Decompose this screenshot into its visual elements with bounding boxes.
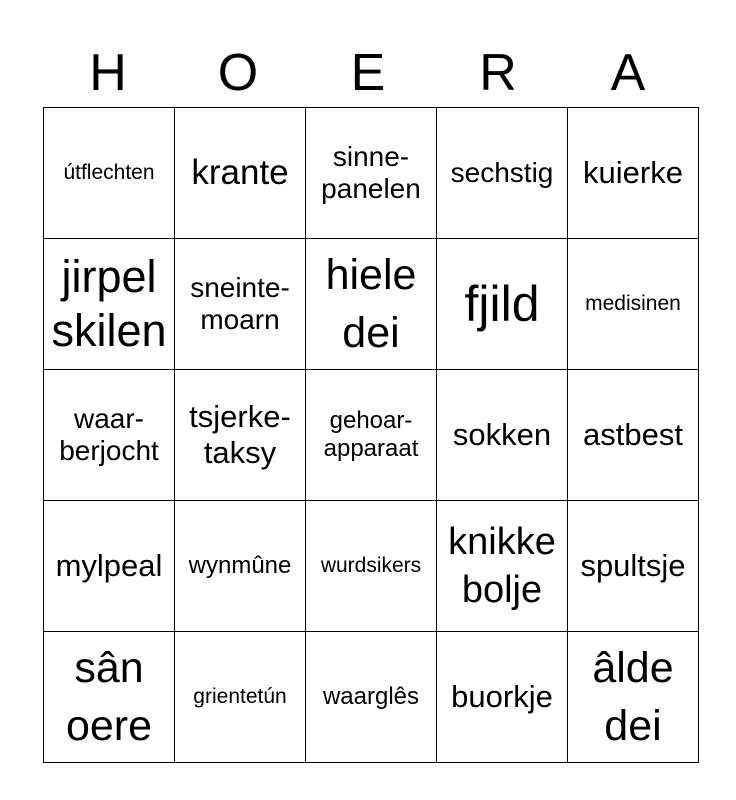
bingo-cell[interactable]: tsjerke- taksy xyxy=(175,370,306,501)
bingo-cell[interactable]: sechstig xyxy=(437,108,568,239)
bingo-cell[interactable]: sân oere xyxy=(44,632,175,763)
bingo-cell[interactable]: astbest xyxy=(568,370,699,501)
bingo-cell[interactable]: buorkje xyxy=(437,632,568,763)
bingo-cell[interactable]: waar- berjocht xyxy=(44,370,175,501)
bingo-header xyxy=(43,38,693,108)
bingo-cell[interactable]: kuierke xyxy=(568,108,699,239)
bingo-cell[interactable]: sinne- panelen xyxy=(306,108,437,239)
header-letter-r: R xyxy=(479,44,517,102)
bingo-cell[interactable]: sneinte- moarn xyxy=(175,239,306,370)
bingo-row xyxy=(44,632,699,763)
bingo-row xyxy=(44,108,699,239)
bingo-cell[interactable]: wurdsikers xyxy=(306,501,437,632)
bingo-cell[interactable]: waarglês xyxy=(306,632,437,763)
bingo-cell[interactable]: spultsje xyxy=(568,501,699,632)
bingo-row xyxy=(44,501,699,632)
bingo-cell[interactable]: gehoar- apparaat xyxy=(306,370,437,501)
bingo-cell[interactable]: âlde dei xyxy=(568,632,699,763)
bingo-cell[interactable]: hiele dei xyxy=(306,239,437,370)
bingo-cell[interactable]: jirpel skilen xyxy=(44,239,175,370)
bingo-card xyxy=(43,107,699,763)
bingo-row xyxy=(44,239,699,370)
bingo-cell[interactable]: mylpeal xyxy=(44,501,175,632)
header-letter-h: H xyxy=(89,44,127,102)
bingo-row xyxy=(44,370,699,501)
bingo-cell[interactable]: medisinen xyxy=(568,239,699,370)
bingo-cell[interactable]: knikke bolje xyxy=(437,501,568,632)
bingo-cell[interactable]: wynmûne xyxy=(175,501,306,632)
bingo-cell[interactable]: krante xyxy=(175,108,306,239)
header-letter-a: A xyxy=(610,44,646,102)
bingo-cell[interactable]: fjild xyxy=(437,239,568,370)
header-letter-e: E xyxy=(350,44,386,102)
bingo-cell[interactable]: grientetún xyxy=(175,632,306,763)
header-letter-o: O xyxy=(217,44,259,102)
bingo-cell[interactable]: sokken xyxy=(437,370,568,501)
bingo-cell[interactable]: útflechten xyxy=(44,108,175,239)
